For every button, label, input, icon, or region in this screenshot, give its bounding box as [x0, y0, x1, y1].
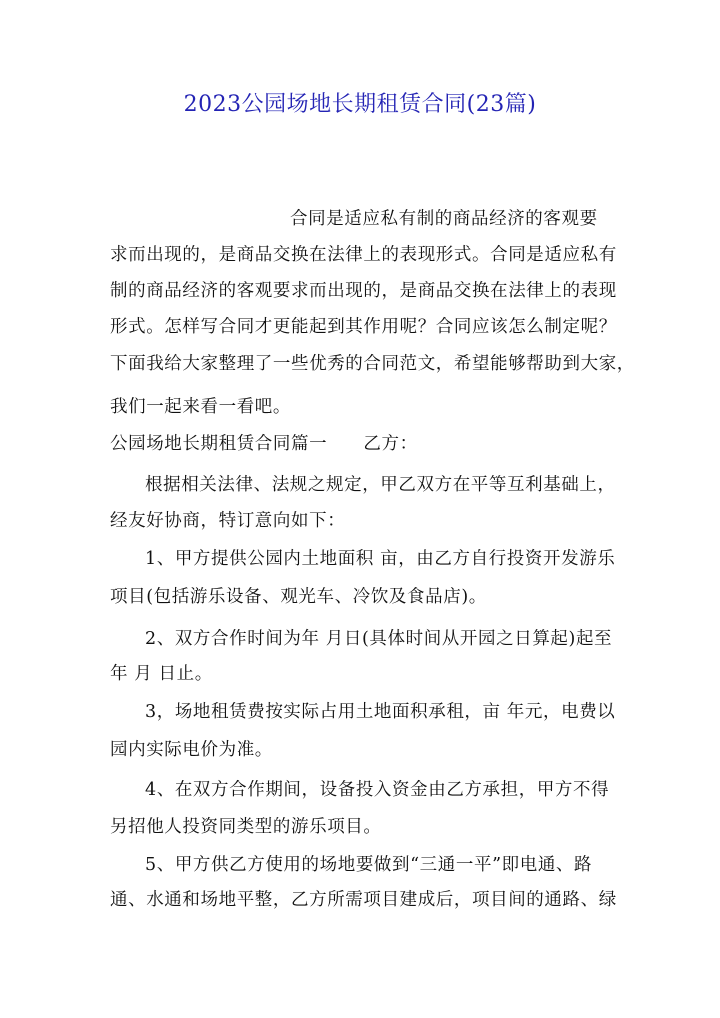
intro-line-4: 形式。怎样写合同才更能起到其作用呢？合同应该怎么制定呢？: [110, 317, 617, 337]
clause-3-line-2: 园内实际电价为准。: [110, 740, 273, 760]
clause-4-line-1: 4、在双方合作期间，设备投入资金由乙方承担，甲方不得: [145, 780, 610, 800]
intro-line-3: 制的商品经济的客观要求而出现的，是商品交换在法律上的表现: [110, 281, 617, 301]
clause-1-line-1: 1、甲方提供公园内土地面积 亩，由乙方自行投资开发游乐: [145, 549, 616, 569]
document-title: 2023公园场地长期租赁合同(23篇): [183, 92, 537, 117]
clause-5-line-1: 5、甲方供乙方使用的场地要做到“三通一平”即电通、路: [145, 855, 593, 875]
section-heading: 公园场地长期租赁合同篇一 乙方：: [110, 434, 418, 454]
intro-line-2: 求而出现的，是商品交换在法律上的表现形式。合同是适应私有: [110, 245, 617, 265]
intro-line-1: 合同是适应私有制的商品经济的客观要: [290, 209, 598, 229]
clause-2-line-2: 年 月 日止。: [110, 664, 213, 684]
clause-4-line-2: 另招他人投资同类型的游乐项目。: [110, 817, 382, 837]
clause-3-line-1: 3，场地租赁费按实际占用土地面积承租，亩 年元，电费以: [145, 702, 616, 722]
body-line: 经友好协商，特订意向如下：: [110, 511, 346, 531]
clause-1-line-2: 项目(包括游乐设备、观光车、冷饮及食品店)。: [110, 587, 487, 607]
body-line: 根据相关法律、法规之规定，甲乙双方在平等互利基础上，: [145, 475, 616, 495]
intro-line-6: 我们一起来看一看吧。: [110, 397, 291, 417]
clause-5-line-2: 通、水通和场地平整，乙方所需项目建成后，项目间的通路、绿: [110, 890, 617, 910]
intro-line-5: 下面我给大家整理了一些优秀的合同范文，希望能够帮助到大家，: [110, 354, 635, 374]
clause-2-line-1: 2、双方合作时间为年 月日(具体时间从开园之日算起)起至: [145, 629, 613, 649]
